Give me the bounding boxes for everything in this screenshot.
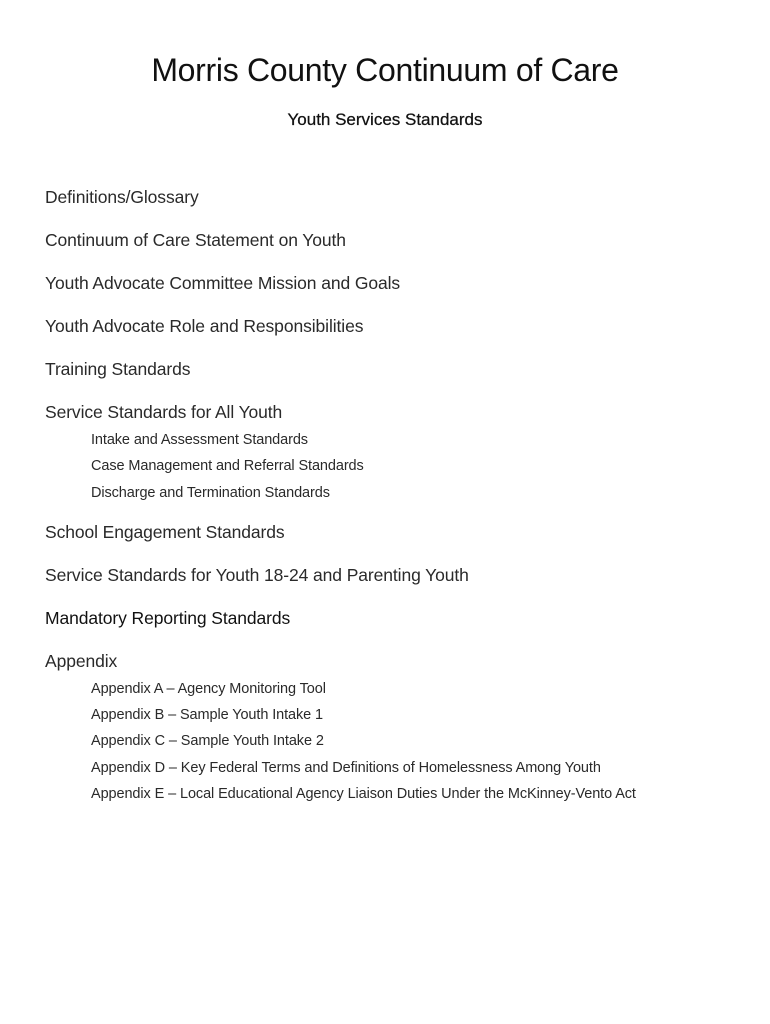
toc-heading: Youth Advocate Role and Responsibilities xyxy=(45,316,364,336)
toc-heading: Appendix xyxy=(45,650,118,671)
toc-section-advocate-role xyxy=(45,312,745,340)
toc-section-youth-18-24 xyxy=(45,561,745,589)
toc-section-coc-statement xyxy=(45,226,745,254)
toc-heading: Mandatory Reporting Standards xyxy=(45,607,291,628)
toc-subitem: Appendix B – Sample Youth Intake 1 xyxy=(91,707,323,724)
document-subtitle: Youth Services Standards xyxy=(287,110,483,129)
toc-subitem: Appendix C – Sample Youth Intake 2 xyxy=(91,733,324,750)
toc-sublist xyxy=(45,427,745,506)
toc-sublist xyxy=(45,676,745,807)
toc-section-committee-mission xyxy=(45,269,745,297)
toc-heading: School Engagement Standards xyxy=(45,521,285,542)
toc-section-definitions xyxy=(45,183,745,211)
toc-subitem: Appendix A – Agency Monitoring Tool xyxy=(91,680,326,697)
toc-heading: Continuum of Care Statement on Youth xyxy=(45,230,346,250)
toc-heading: Service Standards for Youth 18-24 and Parenting Youth xyxy=(45,564,469,585)
toc-subitem: Appendix E – Local Educational Agency Liaison Duties Under the McKinney-Vento Act xyxy=(91,786,636,803)
table-of-contents xyxy=(45,183,745,807)
toc-heading: Training Standards xyxy=(45,359,191,379)
toc-heading: Definitions/Glossary xyxy=(45,187,199,207)
document-title: Morris County Continuum of Care xyxy=(151,52,619,88)
toc-heading: Youth Advocate Committee Mission and Goals xyxy=(45,273,401,293)
toc-section-service-all-youth xyxy=(45,398,745,506)
toc-subitem: Appendix D – Key Federal Terms and Definitions of Homelessness Among Youth xyxy=(91,759,601,776)
toc-section-mandatory-reporting xyxy=(45,604,745,632)
toc-subitem: Discharge and Termination Standards xyxy=(91,484,330,501)
toc-subitem: Intake and Assessment Standards xyxy=(91,432,308,448)
toc-section-school-engagement xyxy=(45,518,745,546)
toc-heading: Service Standards for All Youth xyxy=(45,402,283,422)
toc-section-training xyxy=(45,355,745,383)
toc-subitem: Case Management and Referral Standards xyxy=(91,458,364,475)
toc-section-appendix xyxy=(45,647,745,807)
